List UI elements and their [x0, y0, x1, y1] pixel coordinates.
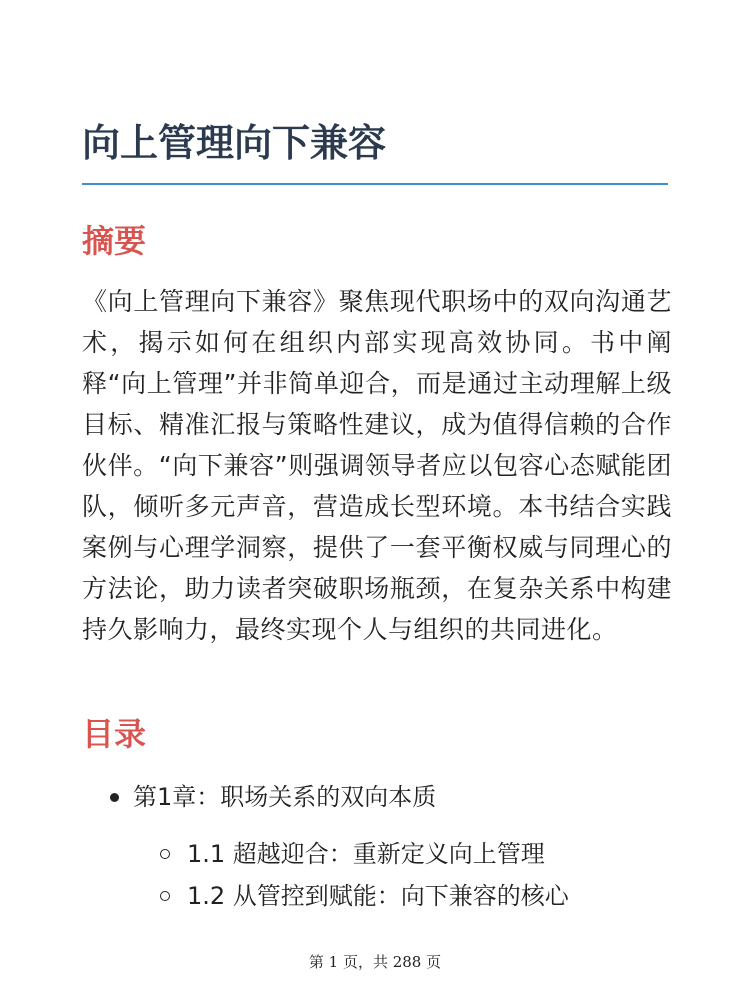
toc-chapter-label: 第1章：职场关系的双向本质 — [133, 783, 437, 811]
toc-chapter-item — [110, 778, 436, 816]
title-divider — [82, 183, 668, 185]
toc-section-item — [160, 877, 569, 915]
toc-section-label: 1.1 超越迎合：重新定义向上管理 — [187, 840, 545, 868]
abstract-paragraph: 《向上管理向下兼容》聚焦现代职场中的双向沟通艺术，揭示如何在组织内部实现高效协同。书中阐释“向上管理”并非简单迎合，而是通过主动理解上级目标、精准汇报与策略性建议，成为值得信赖的合作伙伴。“向下兼容”则强调领导者应以包容心态赋能团队，倾听多元声音，营造成长型环境。本书结合实践案例与心理学洞察，提供了一套平衡权威与同理心的方法论，助力读者突破职场瓶颈，在复杂关系中构建持久影响力，最终实现个人与组织的共同进化。 — [82, 287, 672, 644]
toc-heading: 目录 — [82, 715, 147, 753]
bullet-circle-icon — [160, 891, 170, 901]
toc-section-label: 1.2 从管控到赋能：向下兼容的核心 — [187, 882, 569, 910]
abstract-heading: 摘要 — [82, 222, 147, 260]
toc-section-item — [160, 835, 545, 873]
bullet-circle-icon — [160, 849, 170, 859]
document-title: 向上管理向下兼容 — [82, 121, 387, 165]
page-footer: 第 1 页，共 288 页 — [308, 953, 442, 971]
bullet-disc-icon — [110, 793, 119, 802]
